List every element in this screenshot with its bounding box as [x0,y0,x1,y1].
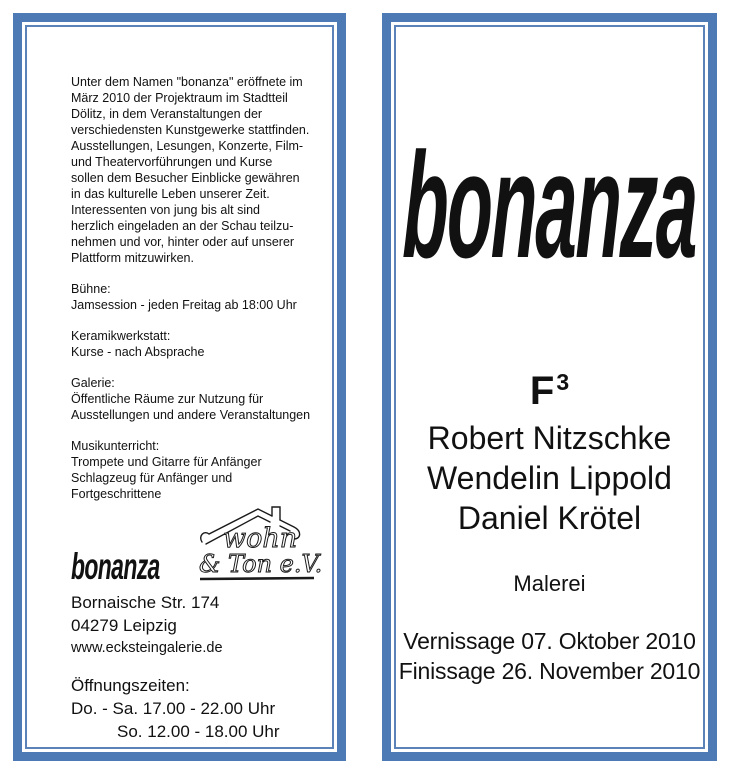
section-line: Fortgeschrittene [71,487,162,501]
exhibition-title-letter: F [529,369,555,413]
intro-line: Interessenten von jung bis alt sind [71,203,261,217]
opening-hours [71,674,326,743]
section-keramikwerkstatt [71,328,326,360]
intro-line: und Theatervorführungen und Kurse [71,155,273,169]
intro-line: Ausstellungen, Lesungen, Konzerte, Film- [71,139,304,153]
section-title: Musikunterricht: [71,439,160,453]
artist-list [427,418,672,538]
left-inner-frame [25,25,334,749]
medium-label: Malerei [513,571,586,596]
exhibition-title-exponent: 3 [556,369,570,395]
right-inner-frame [394,25,705,749]
opening-hours-title: Öffnungszeiten: [71,676,190,695]
wohn-ton-underline [200,578,314,579]
artist-name: Daniel Krötel [457,500,642,536]
flyer-right-page [382,13,717,761]
flyer-left-page [13,13,346,761]
intro-line: März 2010 der Projektraum im Stadtteil [71,91,288,105]
section-title: Galerie: [71,376,115,390]
finissage-date: Finissage 26. November 2010 [398,658,701,684]
bonanza-logo-small: bonanza [71,546,160,587]
exhibition-title [530,361,569,412]
section-musikunterricht [71,438,326,502]
section-line: Trompete und Gitarre für Anfänger [71,455,262,469]
intro-line: Plattform mitzuwirken. [71,251,194,265]
intro-paragraph [71,74,326,266]
vernissage-date: Vernissage 07. Oktober 2010 [403,628,696,654]
artist-name: Wendelin Lippold [427,460,672,496]
intro-line: verschiedensten Kunstgewerke stattfinden. [71,123,310,137]
artist-name: Robert Nitzschke [427,420,672,456]
address [71,591,326,659]
intro-line: sollen dem Besucher Einblicke gewähren [71,171,300,185]
section-line: Kurse - nach Absprache [71,345,205,359]
section-line: Jamsession - jeden Freitag ab 18:00 Uhr [71,298,297,312]
wohn-ton-line2: & Ton e.V. [199,550,323,578]
section-line: Ausstellungen und andere Veranstaltungen [71,408,311,422]
website-url: www.ecksteingalerie.de [71,640,223,656]
section-title: Bühne: [71,282,111,296]
intro-line: Dölitz, in dem Veranstaltungen der [71,107,263,121]
logo-row [71,504,326,586]
wohn-ton-line1: wohn [223,523,298,554]
address-city: 04279 Leipzig [71,616,177,635]
opening-hours-line: So. 12.00 - 18.00 Uhr [117,722,280,741]
section-line: Schlagzeug für Anfänger und [71,471,233,485]
intro-line: herzlich eingeladen an der Schau teilzu- [71,219,294,233]
intro-line: in das kulturelle Leben unserer Zeit. [71,187,270,201]
opening-hours-line: Do. - Sa. 17.00 - 22.00 Uhr [71,699,276,718]
bonanza-logo-text: bonanza [401,121,698,289]
exhibition-dates [399,626,700,686]
intro-line: nehmen und vor, hinter oder auf unserer [71,235,295,249]
section-title: Keramikwerkstatt: [71,329,171,343]
wohn-ton-logo [196,504,322,586]
intro-line: Unter dem Namen "bonanza" eröffnete im [71,75,303,89]
bonanza-logo-large [396,121,703,289]
section-buehne [71,281,326,313]
section-line: Öffentliche Räume zur Nutzung für [71,392,264,406]
section-galerie [71,375,326,423]
address-street: Bornaische Str. 174 [71,593,220,612]
